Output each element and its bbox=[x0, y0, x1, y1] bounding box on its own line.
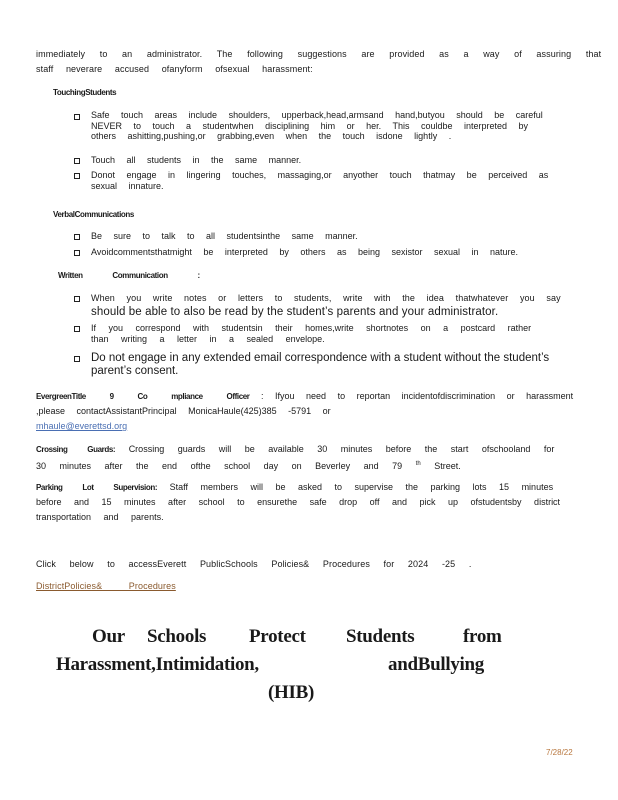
crossing-tail: Street. bbox=[434, 461, 461, 471]
policies-link[interactable]: DistrictPolicies& Procedures bbox=[36, 581, 176, 591]
touching-heading: TouchingStudents bbox=[53, 88, 117, 97]
hib-title-word: Schools bbox=[147, 626, 207, 647]
hib-title-word: Our bbox=[92, 626, 125, 647]
written-item-3: Do not engage in any extended email correspondence with a student without the student’s parent’s consent. bbox=[91, 352, 550, 377]
hib-title-word: Students bbox=[346, 626, 415, 647]
policies-text: Click below to accessEverett PublicSchools Policies& Procedures for 2024 -25 . bbox=[36, 559, 472, 569]
written-item-1-line-2: should be able to also be read by the student’s parents and your administrator. bbox=[91, 306, 499, 318]
bullet-icon bbox=[74, 296, 80, 302]
evergreen-text: : Ifyou need to reportan incidentofdiscrimination or harassment ,please contactAssistantPrincipal MonicaHaule(425)385 -5791 or bbox=[36, 391, 574, 416]
hib-title-word: Protect bbox=[249, 626, 306, 647]
intro-line-1: immediately to an administrator. The following suggestions are provided as a way of assuring that bbox=[36, 49, 602, 59]
hib-title-line-3: (HIB) bbox=[268, 682, 315, 703]
hib-title-word: from bbox=[463, 626, 502, 647]
hib-title-line-2-left: Harassment,Intimidation, bbox=[56, 654, 259, 675]
crossing-text: Crossing guards will be available 30 minutes before the start ofschooland for 30 minutes after the end ofthe school day on Beverley and 79 bbox=[36, 444, 555, 471]
bullet-icon bbox=[74, 173, 80, 179]
touching-item-3: Donot engage in lingering touches, massaging,or anyother touch thatmay be perceived as sexual innature. bbox=[91, 170, 549, 191]
touching-item-1: Safe touch areas include shoulders, upperback,head,armsand hand,butyou should be careful NEVER to touch a studentwhen disciplining him or her. This couldbe interpreted by others ashitting,pushing,or grabbing,even when the touch isdone lightly . bbox=[91, 110, 543, 141]
bullet-icon bbox=[74, 326, 80, 332]
bullet-icon bbox=[74, 114, 80, 120]
verbal-heading: VerbalCommunications bbox=[53, 210, 134, 219]
verbal-item-1: Be sure to talk to all studentsinthe same manner. bbox=[91, 231, 358, 241]
email-link[interactable]: mhaule@everettsd.org bbox=[36, 421, 128, 431]
bullet-icon bbox=[74, 356, 80, 362]
crossing-paragraph bbox=[36, 442, 576, 474]
crossing-label: Crossing Guards: bbox=[36, 445, 116, 454]
parking-text: Staff members will be asked to supervise the parking lots 15 minutes before and 15 minutes after school to ensurethe safe drop off and pick up ofstudentsby district transportation and parents. bbox=[36, 482, 561, 522]
verbal-item-2: Avoidcommentsthatmight be interpreted by others as being sexistor sexual in nature. bbox=[91, 247, 519, 257]
parking-label: Parking Lot Supervision: bbox=[36, 483, 158, 492]
touching-item-2: Touch all students in the same manner. bbox=[91, 155, 302, 165]
bullet-icon bbox=[74, 234, 80, 240]
parking-paragraph bbox=[36, 480, 576, 525]
evergreen-paragraph bbox=[36, 389, 576, 434]
bullet-icon bbox=[74, 158, 80, 164]
crossing-sup: th bbox=[415, 461, 421, 467]
written-heading: Written Communication : bbox=[58, 271, 200, 280]
written-item-1-line-1: When you write notes or letters to students, write with the idea thatwhatever you say bbox=[91, 293, 561, 303]
hib-title-line-2-right: andBullying bbox=[388, 654, 484, 675]
written-item-2: If you correspond with studentsin their homes,write shortnotes on a postcard rather than writing a letter in a sealed envelope. bbox=[91, 323, 532, 344]
bullet-icon bbox=[74, 250, 80, 256]
intro-line-2: staff neverare accused ofanyform ofsexual harassment: bbox=[36, 64, 313, 74]
evergreen-label: EvergreenTitle 9 Co mpliance Officer bbox=[36, 392, 250, 401]
footer-date: 7/28/22 bbox=[546, 748, 573, 757]
